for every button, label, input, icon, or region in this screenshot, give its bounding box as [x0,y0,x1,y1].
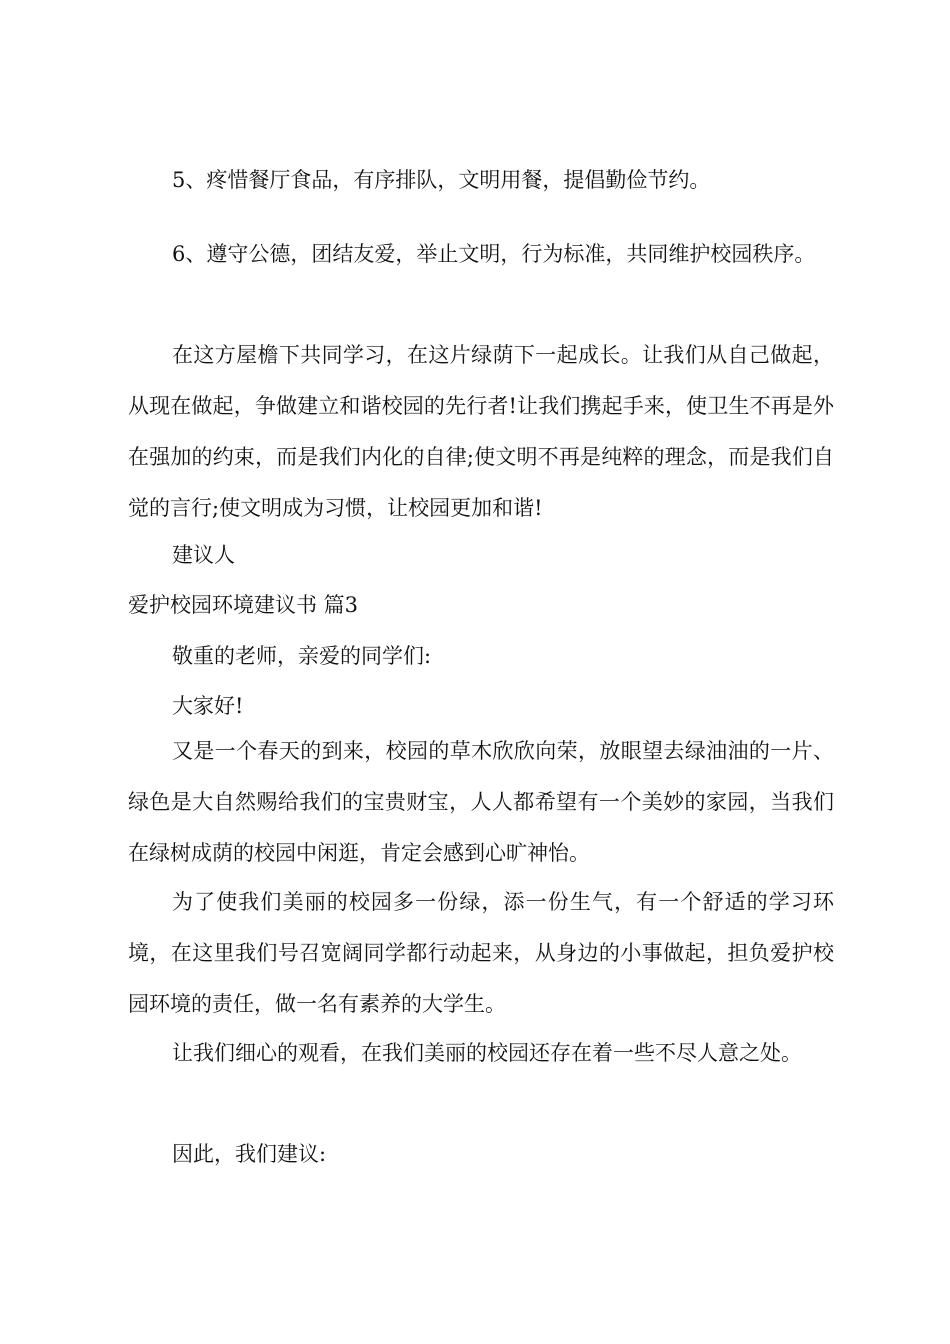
paragraph-suggestions-intro: 因此，我们建议: [172,1142,327,1166]
section-heading: 爱护校园环境建议书 篇3 [128,593,359,617]
greeting: 大家好! [172,694,244,718]
paragraph-item-5: 5、疼惜餐厅食品，有序排队，文明用餐，提倡勤俭节约。 [172,168,711,192]
paragraph-observe: 让我们细心的观看，在我们美丽的校园还存在着一些不尽人意之处。 [172,1041,802,1065]
paragraph-item-6: 6、遵守公德，团结友爱，举止文明，行为标准，共同维护校园秩序。 [172,242,816,266]
signature-label: 建议人 [172,543,235,567]
salutation: 敬重的老师，亲爱的同学们: [172,644,432,668]
paragraph-spring: 又是一个春天的到来，校园的草木欣欣向荣，放眼望去绿油油的一片、绿色是大自然赐给我们的宝贵财宝，人人都希望有一个美妙的家园，当我们在绿树成荫的校园中闲逛，肯定会感到心旷神怡。 [128,739,834,865]
paragraph-call-to-action: 在这方屋檐下共同学习，在这片绿荫下一起成长。让我们从自己做起，从现在做起，争做建立和谐校园的先行者!让我们携起手来，使卫生不再是外在强加的约束，而是我们内化的自律;使文明不再是纯粹的理念，而是我们自觉的言行;使文明成为习惯，让校园更加和谐! [128,343,834,520]
paragraph-green-campus: 为了使我们美丽的校园多一份绿，添一份生气，有一个舒适的学习环境，在这里我们号召宽阔同学都行动起来，从身边的小事做起，担负爱护校园环境的责任，做一名有素养的大学生。 [128,890,834,1016]
